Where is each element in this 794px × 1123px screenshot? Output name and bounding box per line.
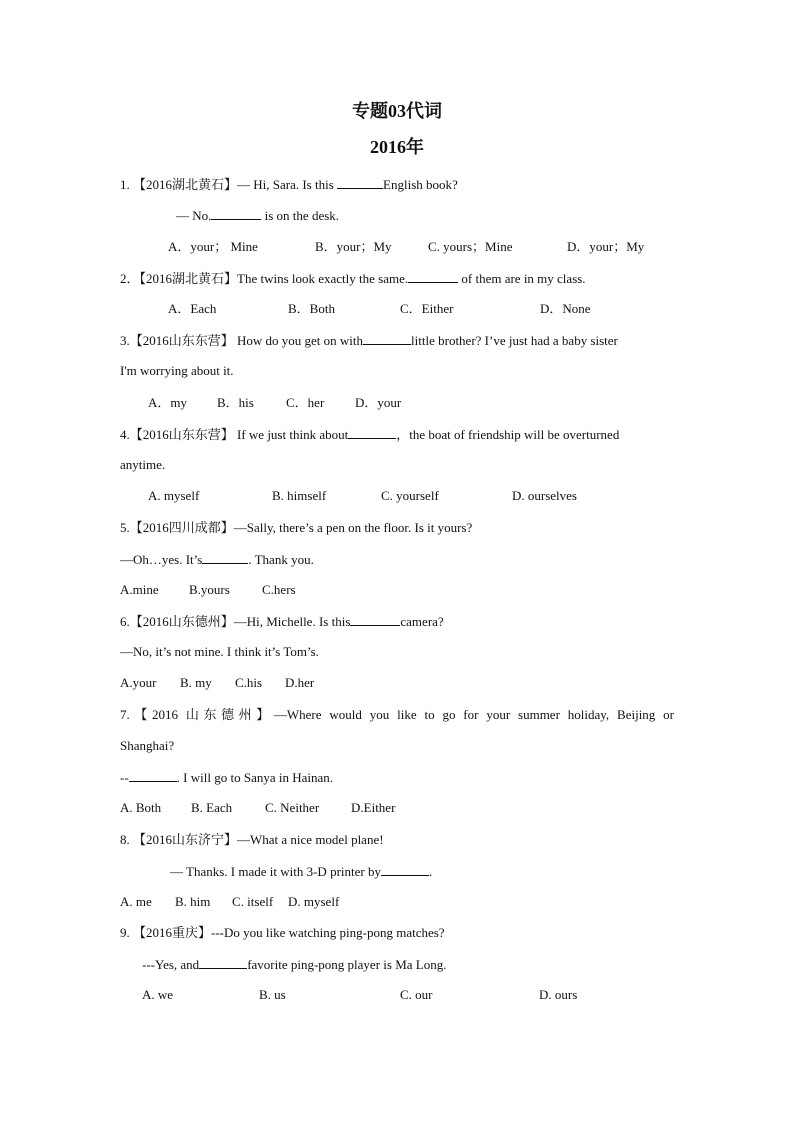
question-3-line-1: 3.【2016山东东营】 How do you get on with little brother? I’ve just had a baby sister [120,333,618,348]
question-4-option-c: C. yourself [381,488,439,503]
question-8-line-1: 8. 【2016山东济宁】—What a nice model plane! [120,832,384,847]
question-7-option-d: D.Either [351,800,396,815]
question-5-option-c: C.hers [262,582,296,597]
answer-blank [199,956,247,969]
question-6-line-1: 6.【2016山东德州】—Hi, Michelle. Is this camera? [120,614,444,629]
question-5-line-2: —Oh…yes. It’s . Thank you. [120,552,314,567]
question-2-line-1: 2．【2016湖北黄石】The twins look exactly the same. of them are in my class. [120,271,586,286]
question-4-option-b: B. himself [272,488,327,503]
answer-blank [363,332,411,345]
question-4-line-2: anytime. [120,457,166,472]
question-7-line-1: 7.【2016 山东德州】—Where would you like to go for your summer holiday, Beijing or [120,707,674,722]
question-1-option-b: B．your；My [315,239,392,254]
question-2-option-b: B．Both [288,301,335,316]
question-9-option-d: D. ours [539,987,578,1002]
question-3-option-a: A．my [148,395,188,410]
answer-blank [129,769,177,782]
question-5-option-a: A.mine [120,582,159,597]
question-1-option-c: C. yours；Mine [428,239,513,254]
question-3-option-c: C．her [286,395,325,410]
answer-blank [381,863,429,876]
question-6-option-b: B. my [180,675,212,690]
question-8-line-2: — Thanks. I made it with 3-D printer by . [170,864,433,879]
question-6-option-a: A.your [120,675,157,690]
question-7-line-2: Shanghai? [120,738,175,753]
question-3-option-b: B．his [217,395,254,410]
question-3-option-d: D．your [355,395,402,410]
question-9-option-a: A. we [142,987,174,1002]
answer-blank [202,551,248,564]
page-title: 专题03代词 [352,101,442,121]
question-9-line-2: ---Yes, and favorite ping-pong player is Ma Long. [142,957,447,972]
question-7-option-b: B. Each [191,800,233,815]
question-5-line-1: 5.【2016四川成都】—Sally, there’s a pen on the floor. Is it yours? [120,520,473,535]
question-4-option-a: A. myself [148,488,200,503]
question-2-option-c: C．Either [400,301,454,316]
question-9-option-c: C. our [400,987,433,1002]
answer-blank [348,426,396,439]
question-8-option-a: A. me [120,894,152,909]
question-6-option-c: C.his [235,675,263,690]
answer-blank [337,176,383,189]
question-9-line-1: 9. 【2016重庆】---Do you like watching ping-pong matches? [120,925,445,940]
question-1-option-d: D．your；My [567,239,645,254]
question-7-option-c: C. Neither [265,800,320,815]
question-8-option-d: D. myself [288,894,340,909]
question-4-option-d: D. ourselves [512,488,577,503]
question-7-line-3: -- . I will go to Sanya in Hainan. [120,770,334,785]
question-2-option-a: A．Each [168,301,217,316]
page-subtitle-year: 2016年 [370,137,424,157]
question-5-option-b: B.yours [189,582,230,597]
question-8-option-b: B. him [175,894,211,909]
answer-blank [408,270,458,283]
question-7-option-a: A. Both [120,800,162,815]
question-6-option-d: D.her [285,675,315,690]
question-1-line-2: — No. is on the desk. [176,208,340,223]
question-9-option-b: B. us [259,987,286,1002]
question-2-option-d: D．None [540,301,591,316]
answer-blank [350,613,400,626]
question-3-line-2: I'm worrying about it. [120,363,234,378]
question-1-option-a: A．your； Mine [168,239,258,254]
answer-blank [211,207,261,220]
question-6-line-2: —No, it’s not mine. I think it’s Tom’s. [120,644,319,659]
question-8-option-c: C. itself [232,894,274,909]
question-1-line-1: 1. 【2016湖北黄石】— Hi, Sara. Is this English book? [120,177,458,192]
question-4-line-1: 4.【2016山东东营】 If we just think about ，the boat of friendship will be overturned [120,427,620,442]
